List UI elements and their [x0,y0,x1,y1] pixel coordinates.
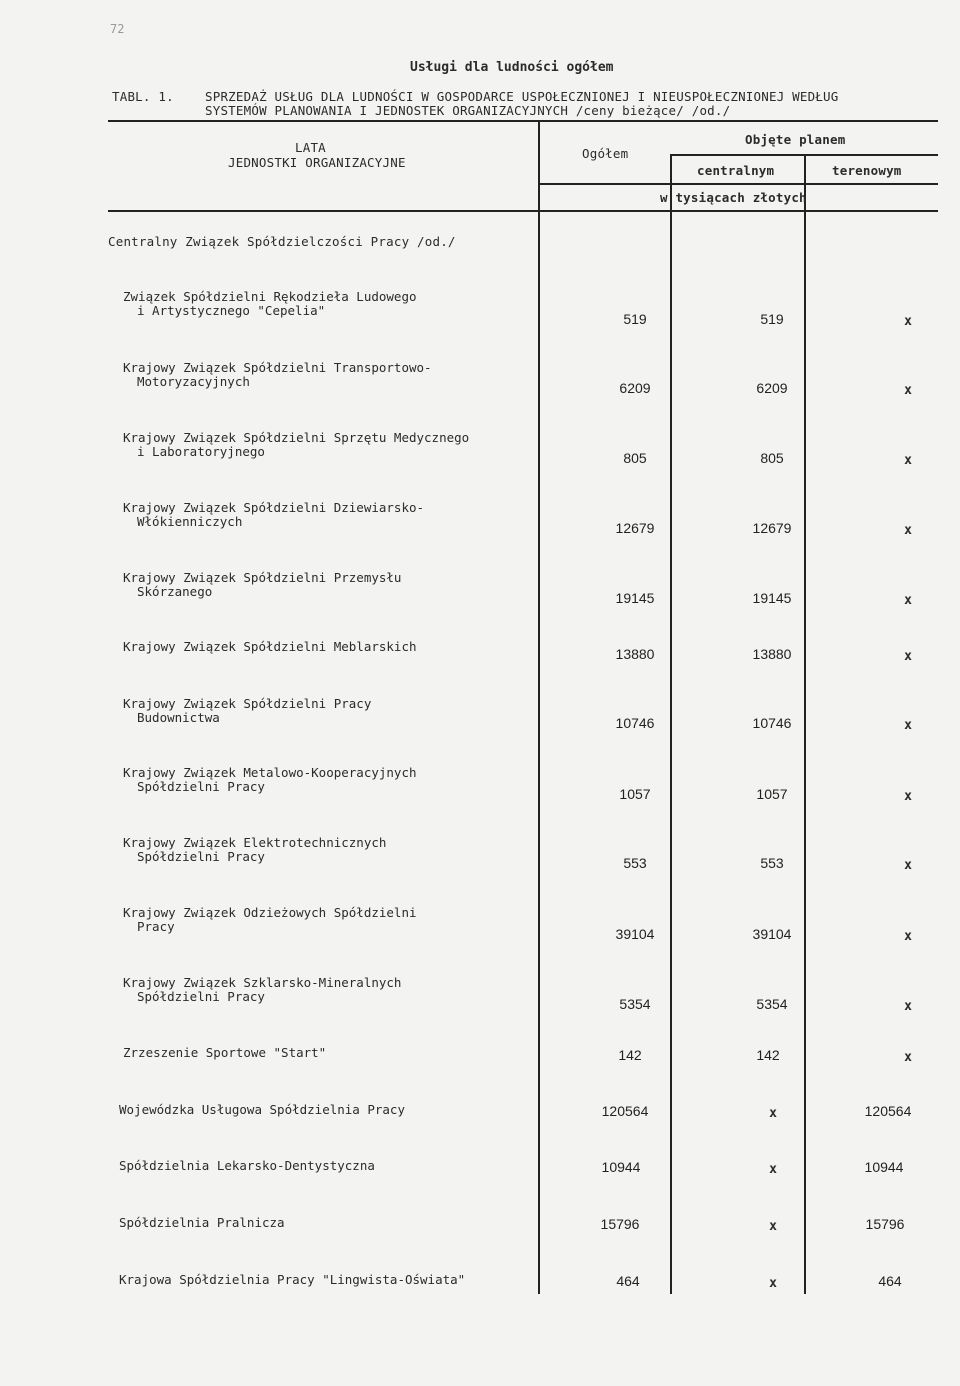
table-title-line1: SPRZEDAŻ USŁUG DLA LUDNOŚCI W GOSPODARCE USPOŁECZNIONEJ I NIEUSPOŁECZNIONEJ WEDŁUG [205,89,839,104]
cell-centralnym: x [769,1162,777,1177]
row-name-line1: Krajowy Związek Odzieżowych Spółdzielni [123,905,417,920]
cell-centralnym: 142 [756,1047,780,1063]
column-rule-1 [538,120,540,1294]
cell-centralnym: 13880 [752,646,792,662]
cell-terenowym: x [904,523,912,538]
row-name-line1: Wojewódzka Usługowa Spółdzielnia Pracy [119,1102,405,1117]
header-centralnym: centralnym [697,163,775,178]
cell-centralnym: 39104 [752,926,792,942]
cell-ogolem: 10746 [615,715,655,731]
row-name-line1: Krajowy Związek Spółdzielni Sprzętu Medycznego [123,430,470,445]
row-name-line1: Spółdzielnia Lekarsko-Dentystyczna [119,1158,375,1173]
row-name-line2: Spółdzielni Pracy [137,779,265,794]
header-bottom-rule [108,210,938,212]
cell-terenowym: x [904,999,912,1014]
row-name-line1: Krajowy Związek Szklarsko-Mineralnych [123,975,402,990]
header-terenowym: terenowym [832,163,902,178]
cell-ogolem: 142 [618,1047,642,1063]
cell-ogolem: 6209 [619,380,651,396]
cell-terenowym: x [904,383,912,398]
page-number: 72 [110,22,125,36]
cell-ogolem: 464 [616,1273,640,1289]
cell-terenowym: x [904,453,912,468]
cell-terenowym: x [904,314,912,329]
cell-ogolem: 12679 [615,520,655,536]
row-name-line2: Spółdzielni Pracy [137,989,265,1004]
cell-ogolem: 553 [623,855,647,871]
row-name-line1: Związek Spółdzielni Rękodzieła Ludowego [123,289,417,304]
cell-centralnym: 6209 [756,380,788,396]
cell-ogolem: 1057 [619,786,651,802]
row-name-line2: Budownictwa [137,710,220,725]
row-name-line2: Spółdzielni Pracy [137,849,265,864]
row-name-line1: Krajowy Związek Spółdzielni Pracy [123,696,372,711]
cell-terenowym: x [904,718,912,733]
cell-terenowym: 464 [878,1273,902,1289]
row-name-line2: Włókienniczych [137,514,243,529]
cell-centralnym: 19145 [752,590,792,606]
row-name-line2: i Artystycznego "Cepelia" [137,303,326,318]
row-name-line1: Krajowy Związek Spółdzielni Meblarskich [123,639,417,654]
cell-centralnym: 1057 [756,786,788,802]
cell-ogolem: 39104 [615,926,655,942]
table-title-line2: SYSTEMÓW PLANOWANIA I JEDNOSTEK ORGANIZACYJNYCH /ceny bieżące/ /od./ [205,103,731,118]
header-top-rule [108,120,938,122]
cell-ogolem: 15796 [600,1216,640,1232]
cell-terenowym: x [904,789,912,804]
cell-terenowym: x [904,1050,912,1065]
header-objete-planem: Objęte planem [745,132,846,147]
running-head: Usługi dla ludności ogółem [410,60,614,75]
cell-centralnym: x [769,1106,777,1121]
cell-terenowym: x [904,929,912,944]
cell-centralnym: 10746 [752,715,792,731]
row-name-line2: Motoryzacyjnych [137,374,250,389]
row-name-line1: Zrzeszenie Sportowe "Start" [123,1045,327,1060]
cell-centralnym: 805 [760,450,784,466]
cell-centralnym: x [769,1276,777,1291]
cell-centralnym: 12679 [752,520,792,536]
row-name-line2: Pracy [137,919,175,934]
cell-terenowym: 10944 [864,1159,904,1175]
table-label: TABL. 1. [112,89,174,104]
row-name-line1: Krajowy Związek Metalowo-Kooperacyjnych [123,765,417,780]
row-name-line1: Spółdzielnia Pralnicza [119,1215,285,1230]
header-jednostki: JEDNOSTKI ORGANIZACYJNE [228,155,406,170]
cell-ogolem: 805 [623,450,647,466]
cell-terenowym: 15796 [865,1216,905,1232]
header-units: w tysiącach złotych [660,190,807,205]
cell-centralnym: 553 [760,855,784,871]
cell-terenowym: x [904,649,912,664]
cell-ogolem: 13880 [615,646,655,662]
row-name-line1: Krajowy Związek Spółdzielni Dziewiarsko- [123,500,425,515]
cell-ogolem: 19145 [615,590,655,606]
cell-terenowym: x [904,858,912,873]
row-name-line2: i Laboratoryjnego [137,444,265,459]
cell-ogolem: 10944 [601,1159,641,1175]
row-name-line1: Krajowy Związek Elektrotechnicznych [123,835,387,850]
cell-terenowym: x [904,593,912,608]
cell-terenowym: 120564 [864,1103,912,1119]
row-name-line1: Krajowy Związek Spółdzielni Transportowo- [123,360,432,375]
cell-ogolem: 120564 [601,1103,649,1119]
row-name-line2: Skórzanego [137,584,213,599]
row-name-line1: Krajowy Związek Spółdzielni Przemysłu [123,570,402,585]
cell-centralnym: 5354 [756,996,788,1012]
section-title: Centralny Związek Spółdzielczości Pracy /od./ [108,234,456,249]
cell-ogolem: 5354 [619,996,651,1012]
header-lata: LATA [295,140,326,155]
row-name-line1: Krajowa Spółdzielnia Pracy "Lingwista-Oświata" [119,1272,466,1287]
cell-ogolem: 519 [623,311,647,327]
cell-centralnym: 519 [760,311,784,327]
cell-centralnym: x [769,1219,777,1234]
header-sub-rule [540,183,938,185]
header-ogolem: Ogółem [582,146,629,161]
